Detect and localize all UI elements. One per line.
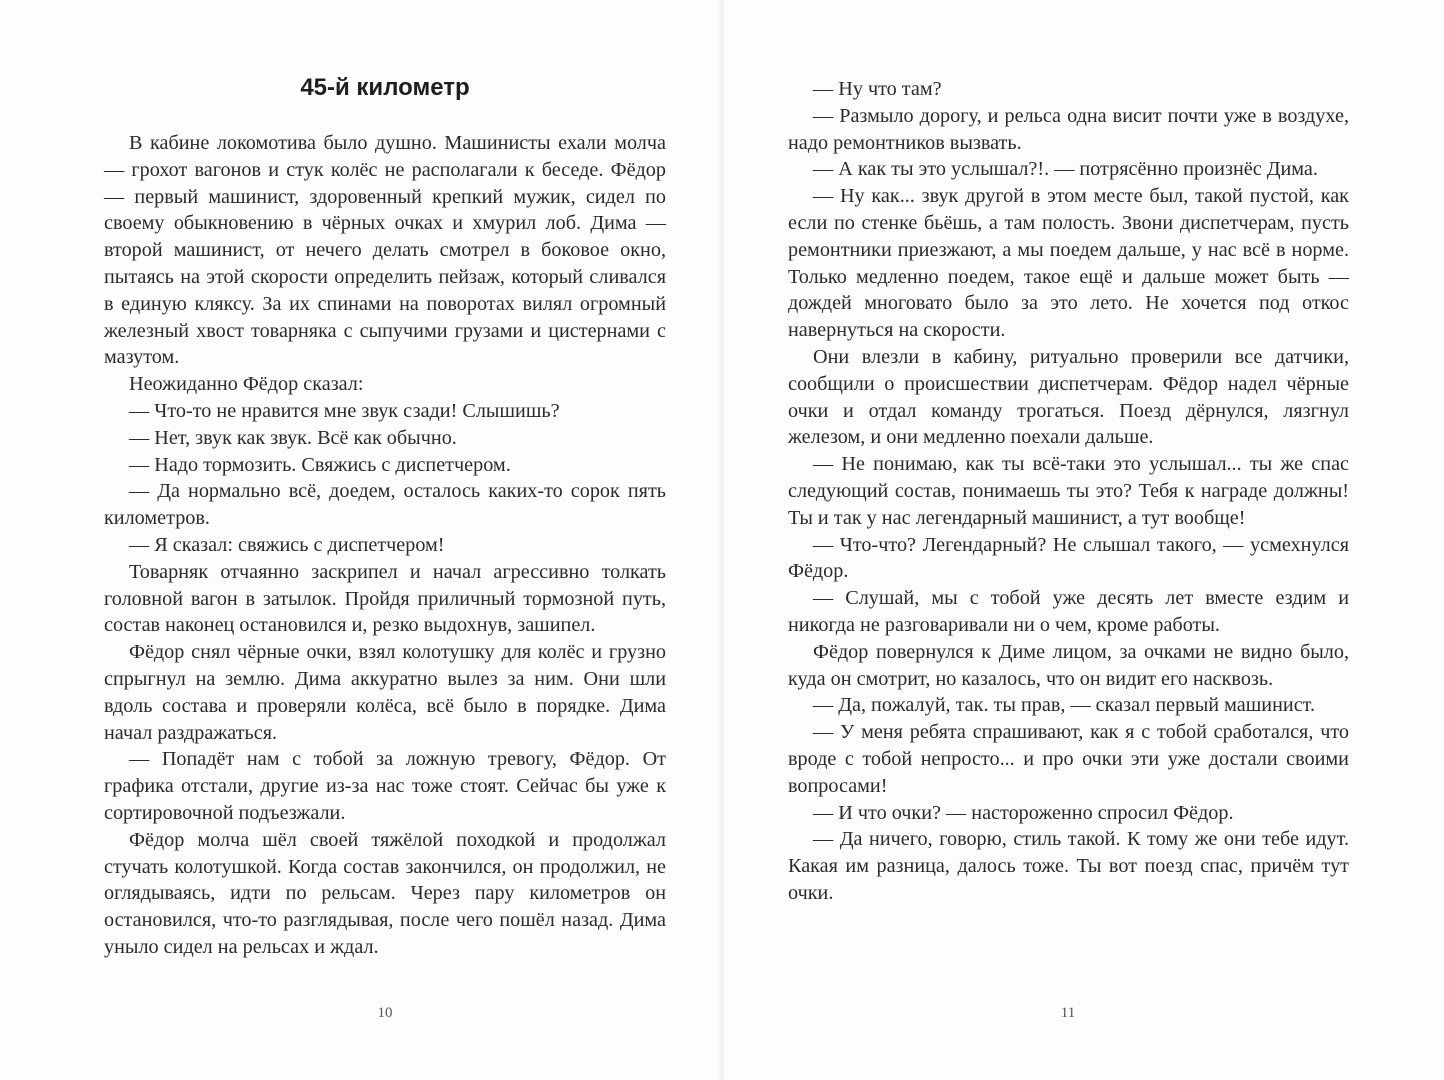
paragraph: Фёдор молча шёл своей тяжёлой походкой и продолжал стучать колотушкой. Когда состав закончился, он продолжил, не оглядываясь, идти по рельсам. Через пару километров он остановился, что-то разглядывая, после чего пошёл назад. Дима уныло сидел на рельсах и ждал. bbox=[104, 828, 666, 958]
right-page bbox=[722, 0, 1444, 1080]
paragraph: Они влезли в кабину, ритуально проверили все датчики, сообщили о происшествии диспетчерам. Фёдор надел чёрные очки и отдал команду трогаться. Поезд дёрнулся, лязгнул железом, и они медленно поехали дальше. bbox=[788, 345, 1349, 449]
paragraph: — Ну что там? bbox=[813, 78, 942, 100]
paragraph: Товарняк отчаянно заскрипел и начал агрессивно толкать головной вагон в затылок. Пройдя приличный тормозной путь, состав наконец остановился и, резко выдохнув, зашипел. bbox=[104, 560, 666, 637]
page-number: 10 bbox=[377, 1005, 393, 1021]
chapter-title: 45-й километр bbox=[300, 74, 470, 101]
paragraph: Фёдор снял чёрные очки, взял колотушку для колёс и грузно спрыгнул на землю. Дима аккуратно вылез за ним. Они шли вдоль состава и проверяли колёса, всё было в порядке. Дима начал раздражаться. bbox=[104, 641, 666, 744]
paragraph: — Нет, звук как звук. Всё как обычно. bbox=[129, 426, 457, 449]
paragraph: — У меня ребята спрашивают, как я с тобой сработался, что вроде с тобой непросто... и про очки эти уже достали своими вопросами! bbox=[788, 721, 1349, 797]
paragraph: Неожиданно Фёдор сказал: bbox=[129, 373, 364, 396]
paragraph: — Да ничего, говорю, стиль такой. К тому же они тебе идут. Какая им разница, далось тоже. Ты вот поезд спас, причём тут очки. bbox=[788, 828, 1349, 904]
paragraph: — А как ты это услышал?!. — потрясённо произнёс Дима. bbox=[813, 158, 1318, 181]
paragraph: — Не понимаю, как ты всё-таки это услышал... ты же спас следующий состав, понимаешь ты это? Тебя к награде должны! Ты и так у нас легендарный машинист, а тут вообще! bbox=[788, 453, 1349, 529]
paragraph: — Надо тормозить. Свяжись с диспетчером. bbox=[129, 453, 511, 476]
paragraph: — Размыло дорогу, и рельса одна висит почти уже в воздухе, надо ремонтников вызвать. bbox=[788, 104, 1349, 154]
right-page-text bbox=[788, 76, 1349, 907]
paragraph: В кабине локомотива было душно. Машинисты ехали молча — грохот вагонов и стук колёс не располагали к беседе. Фёдор — первый машинист, здоровенный крепкий мужик, сидел по своему обыкновению в чёрных очках и хмурил лоб. Дима — второй машинист, от нечего делать смотрел в боковое окно, пытаясь на этой скорости определить пейзаж, который сливался в единую кляксу. За их спинами на поворотах вилял огромный железный хвост товарняка с сыпучими грузами и цистернами с мазутом. bbox=[104, 132, 666, 369]
paragraph: — Слушай, мы с тобой уже десять лет вместе ездим и никогда не разговаривали ни о чем, кроме работы. bbox=[788, 587, 1349, 636]
page-number: 11 bbox=[1060, 1005, 1076, 1021]
left-page-text bbox=[104, 130, 666, 961]
paragraph: — И что очки? — настороженно спросил Фёдор. bbox=[813, 801, 1234, 824]
paragraph: — Да нормально всё, доедем, осталось каких-то сорок пять километров. bbox=[104, 480, 666, 530]
paragraph: Фёдор повернулся к Диме лицом, за очками не видно было, куда он смотрит, но казалось, что он видит его насквозь. bbox=[788, 640, 1349, 690]
paragraph: — Я сказал: свяжись с диспетчером! bbox=[129, 533, 445, 556]
paragraph: — Ну как... звук другой в этом месте был, такой пустой, как если по стенке бьёшь, а там полость. Звони диспетчерам, пусть ремонтники приезжают, а мы поедем дальше, у нас всё в норме. Только медленно поедем, такое ещё и дальше может быть — дождей многовато было за это лето. Не хочется под откос навернуться на скорости. bbox=[788, 185, 1349, 342]
paragraph: — Что-что? Легендарный? Не слышал такого, — усмехнулся Фёдор. bbox=[788, 533, 1349, 583]
paragraph: — Да, пожалуй, так. ты прав, — сказал первый машинист. bbox=[813, 694, 1316, 717]
paragraph: — Попадёт нам с тобой за ложную тревогу, Фёдор. От графика отстали, другие из-за нас тоже стоят. Сейчас бы уже к сортировочной подъезжали. bbox=[104, 748, 666, 824]
paragraph: — Что-то не нравится мне звук сзади! Слышишь? bbox=[129, 399, 560, 422]
